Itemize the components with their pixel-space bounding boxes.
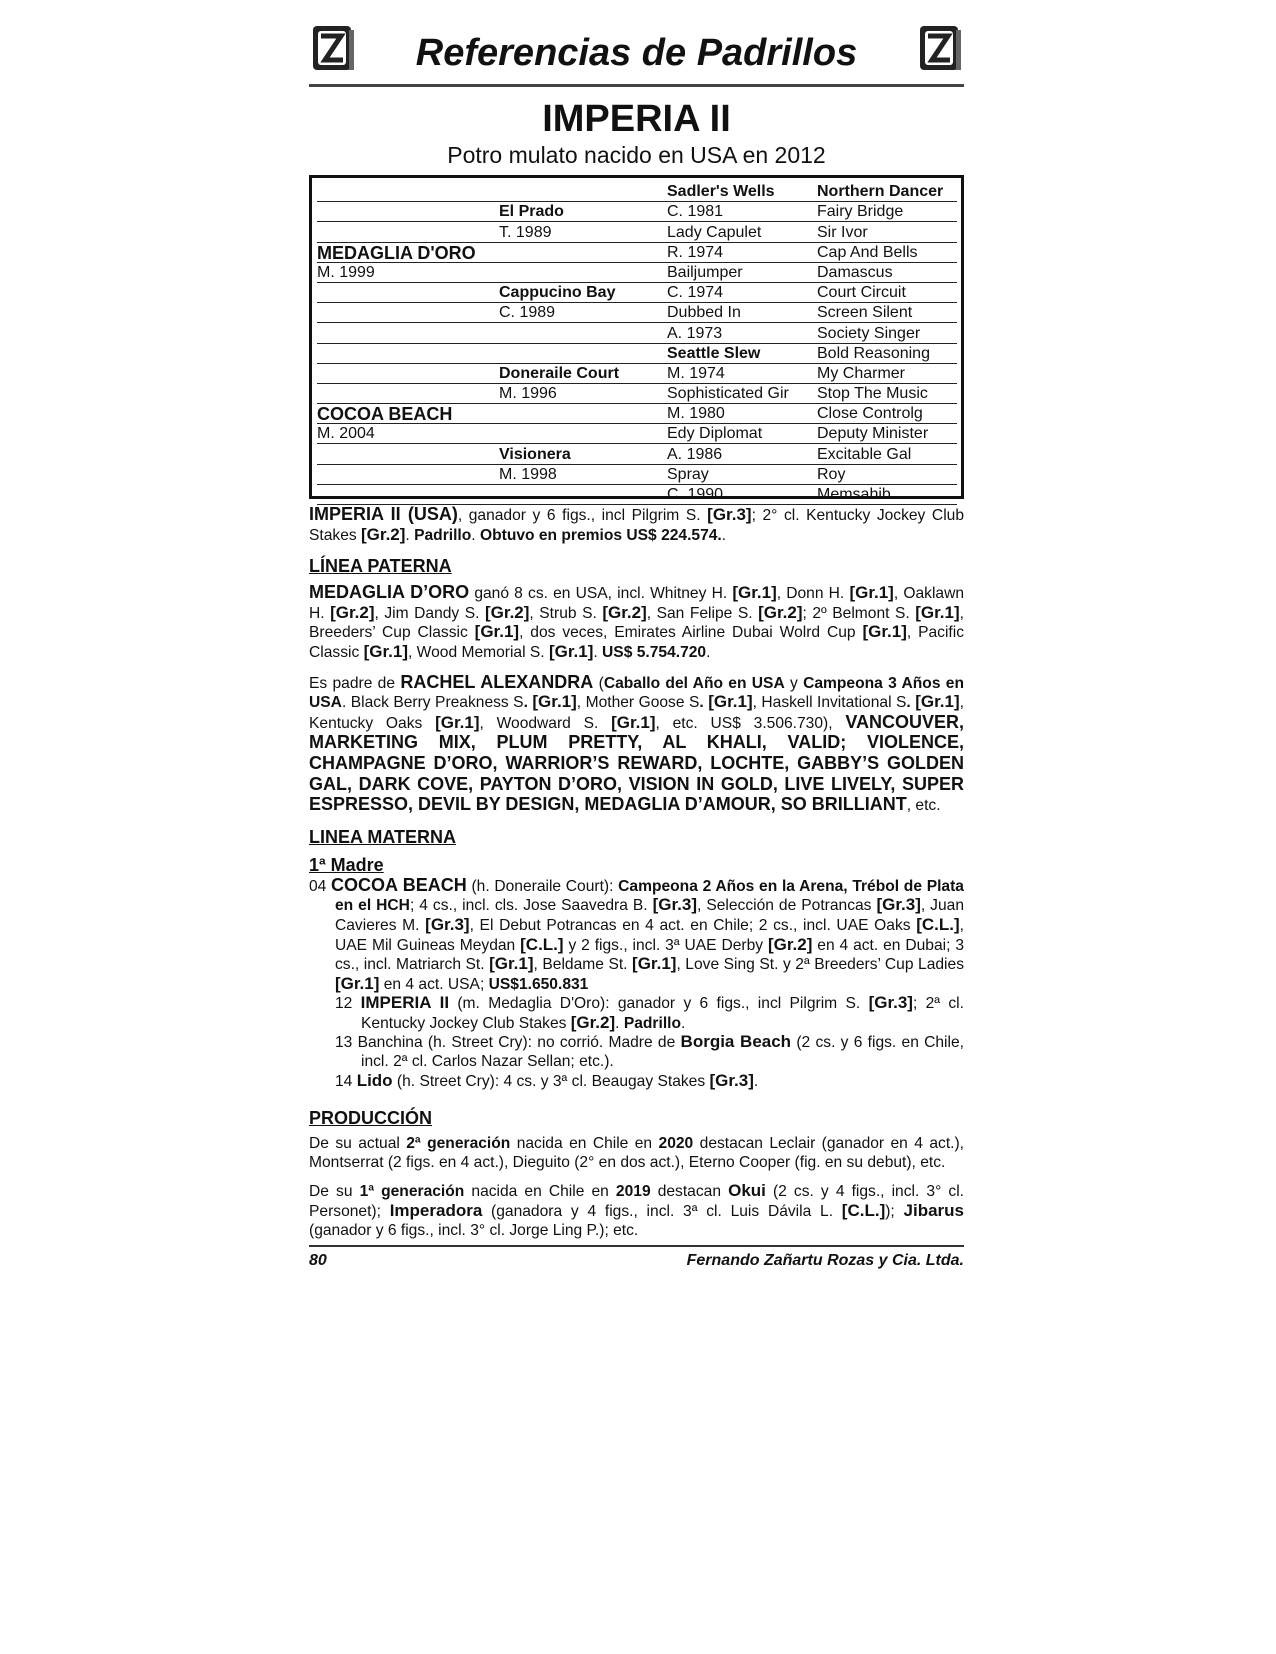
pedigree-cell: Damascus <box>817 262 957 282</box>
foal-entry: 13 Banchina (h. Street Cry): no corrió. Madre de Borgia Beach (2 cs. y 6 figs. en Chile, incl. 2ª cl. Carlos Nazar Sellan; etc.). <box>335 1032 964 1071</box>
pedigree-row <box>317 262 957 282</box>
pedigree-row <box>317 363 957 383</box>
subsection-primera-madre: 1ª Madre <box>309 854 384 875</box>
pedigree-cell <box>499 484 667 504</box>
page-header <box>309 22 964 87</box>
pedigree-cell: Cappucino Bay <box>499 282 667 302</box>
pedigree-cell: Spray <box>667 464 817 484</box>
pedigree-cell: A. 1986 <box>667 444 817 464</box>
page-number: 80 <box>309 1252 327 1269</box>
pedigree-cell: Dubbed In <box>667 303 817 323</box>
section-heading-paterna: LÍNEA PATERNA <box>309 556 452 577</box>
pedigree-cell: Doneraile Court <box>499 363 667 383</box>
pedigree-cell <box>499 343 667 363</box>
pedigree-cell: Screen Silent <box>817 303 957 323</box>
page-footer <box>309 1245 964 1270</box>
document-page <box>309 22 964 1240</box>
pedigree-cell: C. 1981 <box>667 202 817 222</box>
pedigree-cell <box>317 343 499 363</box>
header-title: Referencias de Padrillos <box>415 32 858 74</box>
pedigree-row <box>317 222 957 242</box>
pedigree-cell: Deputy Minister <box>817 424 957 444</box>
pedigree-cell: Visionera <box>499 444 667 464</box>
pedigree-cell: R. 1974 <box>667 242 817 262</box>
pedigree-row <box>317 343 957 363</box>
pedigree-cell <box>317 383 499 403</box>
pedigree-cell: Lady Capulet <box>667 222 817 242</box>
pedigree-table <box>309 175 964 503</box>
pedigree-cell <box>317 222 499 242</box>
pedigree-cell: Fairy Bridge <box>817 202 957 222</box>
pedigree-cell: M. 1999 <box>317 262 499 282</box>
footer-company: Fernando Zañartu Rozas y Cia. Ltda. <box>686 1252 964 1269</box>
pedigree-cell <box>317 464 499 484</box>
foal-entry: 14 Lido (h. Street Cry): 4 cs. y 3ª cl. Beaugay Stakes [Gr.3]. <box>335 1070 759 1090</box>
section-heading-produccion: PRODUCCIÓN <box>309 1108 433 1129</box>
pedigree-cell: Stop The Music <box>817 383 957 403</box>
pedigree-cell: M. 1980 <box>667 404 817 424</box>
pedigree-cell: Roy <box>817 464 957 484</box>
pedigree-cell: Cap And Bells <box>817 242 957 262</box>
pedigree-row <box>317 323 957 343</box>
pedigree-row <box>317 464 957 484</box>
pedigree-cell <box>499 323 667 343</box>
horse-subtitle: Potro mulato nacido en USA en 2012 <box>447 142 826 168</box>
pedigree-cell: COCOA BEACH <box>317 404 499 424</box>
dam-entry: 04 COCOA BEACH (h. Doneraile Court): Campeona 2 Años en la Arena, Trébol de Plata en el HCH; 4 cs., incl. cls. Jose Saavedra B. [Gr.3], Selección de Potrancas [Gr.3], Juan Cavieres M. [Gr.3], El Debut Potrancas en 4 act. en Chile; 2 cs., incl. UAE Oaks [C.L.], UAE Mil Guineas Meydan [C.L.] y 2 figs., incl. 3ª UAE Derby [Gr.2] en 4 act. en Dubai; 3 cs., incl. Matriarch St. [Gr.1], Beldame St. [Gr.1], Love Sing St. y 2ª Breeders’ Cup Ladies [Gr.1] en 4 act. USA; US$1.650.831 <box>309 874 964 993</box>
pedigree-cell: Close Controlg <box>817 404 957 424</box>
produccion-paragraph-2: De su 1ª generación nacida en Chile en 2019 destacan Okui (2 cs. y 4 figs., incl. 3° cl. Personet); Imperadora (ganadora y 4 figs., incl. 3ª cl. Luis Dávila L. [C.L.]); Jibarus (ganador y 6 figs., incl. 3° cl. Jorge Ling P.); etc. <box>309 1181 964 1239</box>
pedigree-cell: C. 1989 <box>499 303 667 323</box>
pedigree-cell: C. 1990 <box>667 484 817 504</box>
pedigree-cell: Sir Ivor <box>817 222 957 242</box>
pedigree-row <box>317 182 957 202</box>
pedigree-cell: Memsahib <box>817 484 957 504</box>
pedigree-cell: Court Circuit <box>817 282 957 302</box>
foal-entry: 12 IMPERIA II (m. Medaglia D'Oro): ganador y 6 figs., incl Pilgrim S. [Gr.3]; 2ª cl. Kentucky Jockey Club Stakes [Gr.2]. Padrillo. <box>335 993 964 1032</box>
pedigree-cell: Northern Dancer <box>817 182 957 202</box>
pedigree-cell: Seattle Slew <box>667 343 817 363</box>
pedigree-row <box>317 424 957 444</box>
sire-paragraph: MEDAGLIA D’ORO ganó 8 cs. en USA, incl. Whitney H. [Gr.1], Donn H. [Gr.1], Oaklawn H. [Gr.2], Jim Dandy S. [Gr.2], Strub S. [Gr.2], San Felipe S. [Gr.2]; 2º Belmont S. [Gr.1], Breeders’ Cup Classic [Gr.1], dos veces, Emirates Airline Dubai Wolrd Cup [Gr.1], Pacific Classic [Gr.1], Wood Memorial S. [Gr.1]. US$ 5.754.720. <box>309 582 965 661</box>
pedigree-cell <box>499 262 667 282</box>
section-heading-materna: LINEA MATERNA <box>309 826 456 847</box>
pedigree-cell: M. 1998 <box>499 464 667 484</box>
pedigree-cell: My Charmer <box>817 363 957 383</box>
pedigree-row <box>317 404 957 424</box>
pedigree-cell: M. 1996 <box>499 383 667 403</box>
pedigree-row <box>317 303 957 323</box>
pedigree-cell: Bailjumper <box>667 262 817 282</box>
produccion-paragraph-1: De su actual 2ª generación nacida en Chile en 2020 destacan Leclair (ganador en 4 act.), Montserrat (2 figs. en 4 act.), Dieguito (2° en dos act.), Eterno Cooper (fig. en su debut), etc. <box>309 1135 965 1171</box>
pedigree-cell <box>499 182 667 202</box>
pedigree-cell: A. 1973 <box>667 323 817 343</box>
pedigree-cell: Sophisticated Gir <box>667 383 817 403</box>
pedigree-cell <box>317 182 499 202</box>
pedigree-cell: El Prado <box>499 202 667 222</box>
pedigree-cell: T. 1989 <box>499 222 667 242</box>
pedigree-cell <box>317 303 499 323</box>
horse-name: IMPERIA II <box>542 98 731 140</box>
pedigree-cell: Excitable Gal <box>817 444 957 464</box>
pedigree-cell: M. 2004 <box>317 424 499 444</box>
pedigree-cell <box>317 363 499 383</box>
zr-logo-icon <box>918 24 962 72</box>
pedigree-cell: Sadler's Wells <box>667 182 817 202</box>
pedigree-cell <box>317 444 499 464</box>
pedigree-row <box>317 444 957 464</box>
pedigree-cell: MEDAGLIA D'ORO <box>317 242 499 262</box>
pedigree-cell: Edy Diplomat <box>667 424 817 444</box>
pedigree-cell: Bold Reasoning <box>817 343 957 363</box>
pedigree-cell <box>499 424 667 444</box>
pedigree-row <box>317 282 957 302</box>
pedigree-cell <box>317 202 499 222</box>
progeny-paragraph: Es padre de RACHEL ALEXANDRA (Caballo del Año en USA y Campeona 3 Años en USA. Black Berry Preakness S. [Gr.1], Mother Goose S. [Gr.1], Haskell Invitational S. [Gr.1], Kentucky Oaks [Gr.1], Woodward S. [Gr.1], etc. US$ 3.506.730), VANCOUVER, MARKETING MIX, PLUM PRETTY, AL KHALI, VALID; VIOLENCE, CHAMPAGNE D’ORO, WARRIOR’S REWARD, LOCHTE, GABBY’S GOLDEN GAL, DARK COVE, PAYTON D’ORO, VISION IN GOLD, LIVE LIVELY, SUPER ESPRESSO, DEVIL BY DESIGN, MEDAGLIA D’AMOUR, SO BRILLIANT, etc. <box>309 671 964 815</box>
pedigree-cell <box>317 282 499 302</box>
pedigree-cell: M. 1974 <box>667 363 817 383</box>
pedigree-row <box>317 383 957 403</box>
intro-paragraph: IMPERIA II (USA), ganador y 6 figs., incl Pilgrim S. [Gr.3]; 2° cl. Kentucky Jockey Club Stakes [Gr.2]. Padrillo. Obtuvo en premios US$ 224.574.. <box>309 504 965 544</box>
pedigree-row <box>317 242 957 262</box>
pedigree-cell <box>317 323 499 343</box>
pedigree-row <box>317 484 957 504</box>
pedigree-cell <box>499 404 667 424</box>
pedigree-cell <box>317 484 499 504</box>
pedigree-cell: C. 1974 <box>667 282 817 302</box>
pedigree-row <box>317 202 957 222</box>
pedigree-cell: Society Singer <box>817 323 957 343</box>
pedigree-cell <box>499 242 667 262</box>
